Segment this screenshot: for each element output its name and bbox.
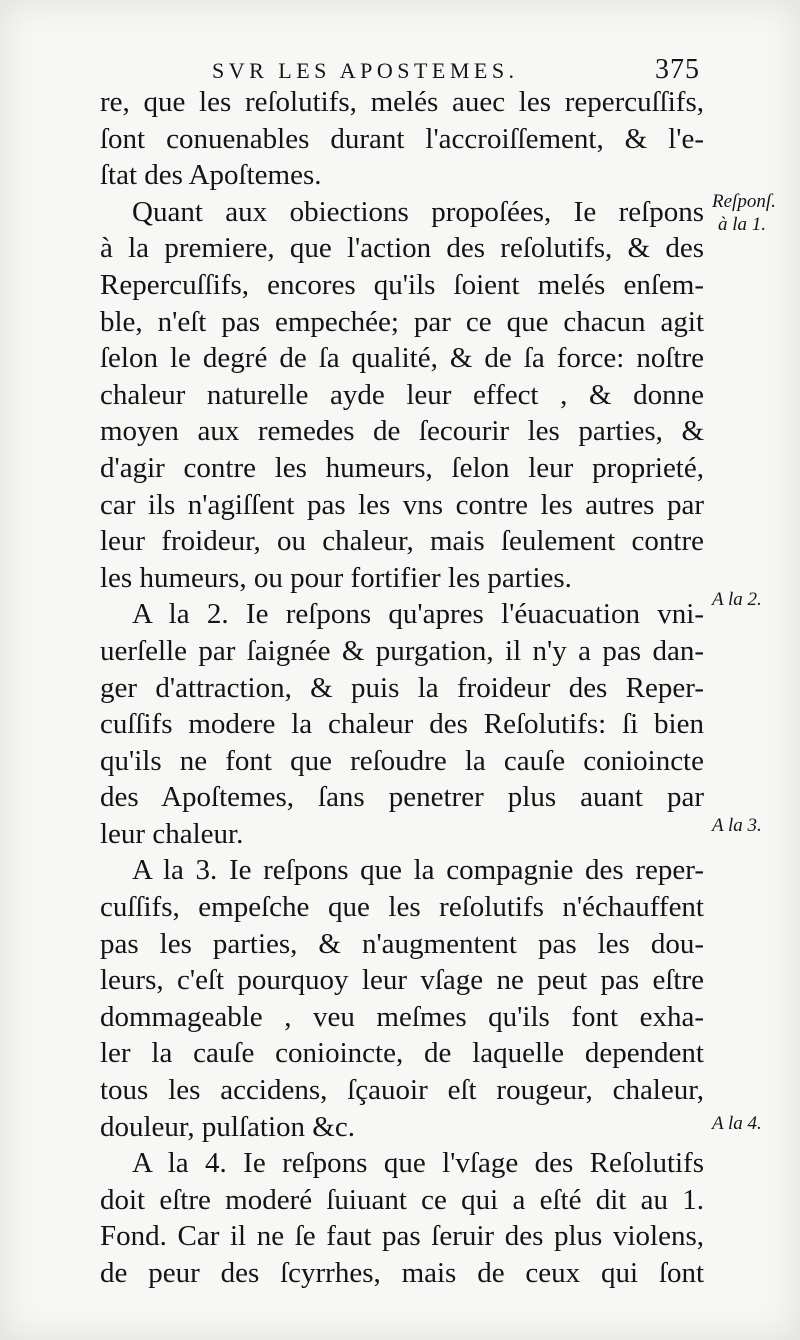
text-line: re, que les reſolutifs, melés auec les repercuſſifs,: [100, 86, 704, 118]
text-line: des Apoſtemes, ſans penetrer plus auant par: [100, 781, 704, 814]
margin-note-response-1: [712, 190, 794, 236]
text-line: ſont conuenables durant l'accroiſſement, & l'e-: [100, 122, 704, 155]
text-line: pas les parties, & n'augmentent pas les dou-: [100, 927, 704, 960]
text-line: Quant aux obiections propoſées, Ie reſpons: [132, 195, 704, 228]
text-line: leur chaleur.: [100, 817, 244, 850]
page-number: 375: [655, 54, 700, 85]
text-line: leurs, c'eſt pourquoy leur vſage ne peut pas eſtre: [100, 964, 704, 997]
text-line: ble, n'eſt pas empechée; par ce que chacun agit: [100, 305, 704, 338]
text-line: à la premiere, que l'action des reſolutifs, & des: [100, 232, 704, 265]
running-title: SVR LES APOSTEMES.: [212, 58, 519, 83]
text-line: uerſelle par ſaignée & purgation, il n'y a pas dan-: [100, 634, 704, 667]
text-line: moyen aux remedes de ſecourir les parties, &: [100, 415, 704, 448]
text-line: leur froideur, ou chaleur, mais ſeulement contre: [100, 525, 704, 558]
text-line: A la 3. Ie reſpons que la compagnie des reper-: [132, 854, 704, 887]
text-line: de peur des ſcyrrhes, mais de ceux qui ſont: [100, 1257, 704, 1289]
text-line: qu'ils ne font que reſoudre la cauſe conioincte: [100, 744, 704, 777]
margin-note-response-4: A la 4.: [712, 1113, 762, 1134]
text-line: dommageable , veu meſmes qu'ils font exha-: [100, 1000, 704, 1033]
text-line: cuſſifs, empeſche que les reſolutifs n'échauffent: [100, 891, 704, 924]
text-line: Repercuſſifs, encores qu'ils ſoient melés enſem-: [100, 268, 704, 301]
margin-note-response-3: A la 3.: [712, 815, 762, 836]
text-line: ger d'attraction, & puis la froideur des Reper-: [100, 671, 704, 704]
text-line: ler la cauſe conioincte, de laquelle dependent: [100, 1037, 704, 1070]
text-line: ſelon le degré de ſa qualité, & de ſa force: noſtre: [100, 342, 704, 375]
text-line: A la 4. Ie reſpons que l'vſage des Reſolutifs: [132, 1147, 704, 1180]
text-line: ſtat des Apoſtemes.: [100, 159, 322, 192]
text-line: doit eſtre moderé ſuiuant ce qui a eſté dit au 1.: [100, 1183, 704, 1216]
text-line: Fond. Car il ne ſe faut pas ſeruir des plus violens,: [100, 1220, 704, 1253]
body-text: [100, 84, 704, 1292]
text-line: A la 2. Ie reſpons qu'apres l'éuacuation vni-: [132, 598, 704, 631]
margin-note-line: Reſponſ.: [712, 191, 776, 212]
margin-note-line: à la 1.: [718, 214, 767, 235]
text-line: tous les accidens, ſçauoir eſt rougeur, chaleur,: [100, 1074, 704, 1107]
margin-note-response-2: A la 2.: [712, 589, 762, 610]
text-line: chaleur naturelle ayde leur effect , & donne: [100, 378, 704, 411]
text-line: d'agir contre les humeurs, ſelon leur proprieté,: [100, 451, 704, 484]
text-line: cuſſifs modere la chaleur des Reſolutifs: ſi bien: [100, 708, 704, 741]
text-line: les humeurs, ou pour fortifier les parties.: [100, 561, 572, 594]
text-line: douleur, pulſation &c.: [100, 1110, 355, 1143]
text-line: car ils n'agiſſent pas les vns contre les autres par: [100, 488, 704, 521]
